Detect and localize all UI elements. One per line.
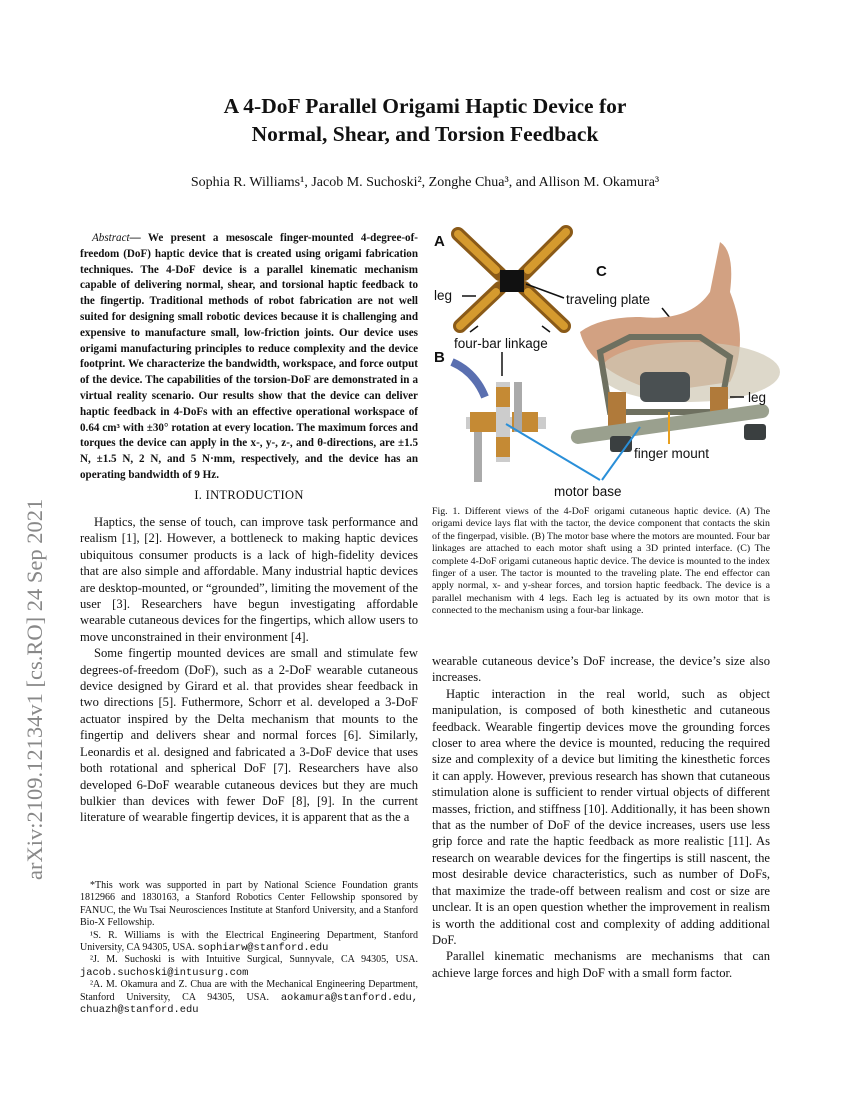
paragraph: Some fingertip mounted devices are small and stimulate few degrees-of-freedom (DoF), such as a 2-DoF wearable cutaneous device designed by Girard et al. that provides shear feedback in two directions [5]. Futhermore, Schorr et al. developed a 3-DoF actuator inspired by the Delta mechanism that mounts to the fingertip and delivers shear and normal forces [6]. Similarly, Leonardis et al. designed and fabricated a 3-DoF device that uses both rotational and spherical DoF [7]. Researchers have also developed 6-DoF wearable cutaneous devices but they are much bulkier than devices with fewer DoF [8], [9]. In the current literature of wearable fingertip devices, it is apparent that as the a (80, 646, 418, 825)
paragraph: wearable cutaneous device’s DoF increase, the device’s size also increases. (432, 654, 770, 685)
paragraph: Parallel kinematic mechanisms are mechanisms that can achieve large forces and high DoF with a small form factor. (432, 949, 770, 980)
abstract-label: Abstract (92, 232, 130, 244)
paper-title (0, 92, 850, 148)
label-leg-a: leg (434, 288, 453, 303)
section-heading: I. INTRODUCTION (194, 488, 304, 502)
panel-label-c: C (596, 263, 607, 280)
panel-label-a: A (434, 233, 445, 250)
footnote-text: ²A. M. Okamura and Z. Chua are with the Mechanical Engineering Department, Stanford University, CA 94305, USA. (80, 979, 418, 1003)
footnote-text: *This work was supported in part by National Science Foundation grants 1812966 and 1830163, a Stanford Robotics Center Fellowship sponsored by FANUC, the Wu Tsai Neurosciences Institute at Stanford University, and a Stanford Bio-X Fellowship. (80, 880, 418, 929)
label-finger-mount: finger mount (634, 446, 710, 461)
footnotes (80, 880, 418, 1016)
paragraph: Haptic interaction in the real world, such as object manipulation, is composed of both kinesthetic and cutaneous feedback. Wearable fingertip devices move the grounding forces closer to area where the device is mounted, reducing the required size and complexity of a device but limiting the kinesthetic forces it can apply. However, previous research has shown that cutaneous stimulation alone is sufficient to render virtual objects of different masses, friction, and stiffness [10]. Additionally, it has been shown that as the number of DoF of the device increases, users use less grip force and rate the haptic feedback as more realistic [11]. As research on wearable devices for the fingertips is still nascent, the most desirable device characteristics, such as number of DoFs, that maximize the trade-off between realism and cost or size are unclear. It is an open question whether the improvement in realism is worth the additional cost and complexity of adding additional DoF. (432, 686, 770, 947)
figure-1 (430, 222, 780, 502)
email-link[interactable]: sophiarw@stanford.edu (197, 942, 329, 955)
paragraph: Haptics, the sense of touch, can improve task performance and realism [1], [2]. However, a bottleneck to making haptic devices ubiquitous consumer products is a lack of high-fidelity devices that are also simple and affordable. Many industrial haptic devices are desktop-mounted, or “grounded”, limiting the movement of the user [3]. Researchers have begun investigating affordable wearable cutaneous devices for the fingertips, which allow users to move unconstrained in their environment [4]. (80, 515, 418, 644)
footnote-text: ¹S. R. Williams is with the Electrical Engineering Department, Stanford University, CA 94305, USA. (80, 929, 418, 954)
email-link[interactable]: aokamura@stanford.edu, chuazh@stanford.edu (80, 991, 418, 1017)
email-link[interactable]: jacob.suchoski@intusurg.com (80, 966, 249, 979)
footnote-text: ²J. M. Suchoski is with Intuitive Surgical, Sunnyvale, CA 94305, USA. (90, 954, 418, 966)
label-motor-base: motor base (554, 484, 622, 499)
abstract (80, 231, 418, 484)
title-line-2: Normal, Shear, and Torsion Feedback (251, 122, 599, 146)
label-leg-c: leg (748, 390, 767, 405)
footnote-author-2 (80, 954, 418, 979)
introduction-text (80, 514, 418, 826)
traveling-plate-shape (500, 270, 524, 292)
author-list: Sophia R. Williams¹, Jacob M. Suchoski², Zonghe Chua³, and Allison M. Okamura³ (190, 175, 660, 190)
title-line-1: A 4-DoF Parallel Origami Haptic Device for (223, 94, 627, 118)
caption-text: Fig. 1. Different views of the 4-DoF origami cutaneous haptic device. (A) The origami device lays flat with the tactor, the device component that contacts the skin of the fingerpad, visible. (B) The motor base where the motors are mounted. Four bar linkages are attached to each motor shaft using a 3D printed interface. (C) The complete 4-DoF origami cutaneous haptic device. The device is mounted to the index finger of a user. The tactor is mounted to the traveling plate. The end effector can apply normal, x- and y-shear forces, and torsion haptic feedback. The device is a parallel mechanism with 4 legs. Each leg is actuated by its own motor that is connected to the mechanism using a four-bar linkage. (432, 506, 770, 617)
label-traveling-plate: traveling plate (566, 292, 651, 307)
panel-b-motor-base-photo (452, 362, 546, 482)
panel-label-b: B (434, 349, 445, 366)
arxiv-identifier: arXiv:2109.12134v1 [cs.RO] 24 Sep 2021 (22, 498, 47, 880)
footnote-funding (80, 880, 418, 930)
footnote-author-3 (80, 979, 418, 1016)
panel-a-flat-device-photo (458, 232, 566, 326)
abstract-text: — We present a mesoscale finger-mounted 4-degree-of-freedom (DoF) haptic device that is created using origami fabrication techniques. The 4-DoF device is a parallel kinematic mechanism capable of delivering normal, shear, and torsional haptic feedback to the fingertip. Traditional methods of robot fabrication are not well suited for designing small robotic devices because it is challenging and expensive to manufacture small, low-friction joints. Our device uses origami manufacturing principles to reduce complexity and the device footprint. We characterize the bandwidth, workspace, and force output of the device. The capabilities of the torsion-DoF are demonstrated in a virtual reality scenario. Our results show that the device can deliver haptic feedback in 4-DoFs with an effective operational workspace of 0.64 cm³ with ±30° rotation at every location. The maximum forces and torques the device can apply in the x-, y-, z-, and θ-directions, are ±1.5 N, ±1.5 N, 2 N, and 5 N·mm, respectively, and the device has an operating bandwidth of 9 Hz. (80, 232, 418, 481)
label-four-bar-linkage: four-bar linkage (454, 336, 548, 351)
footnote-author-1 (80, 930, 418, 955)
figure-caption (432, 506, 770, 618)
right-column-text (432, 653, 770, 981)
